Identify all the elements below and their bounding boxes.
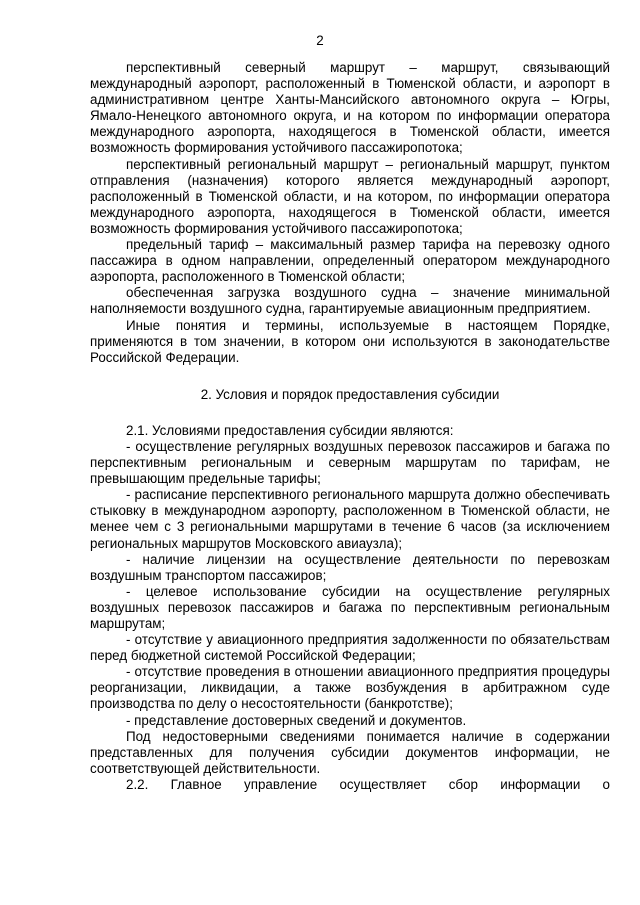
paragraph-guaranteed-load: обеспеченная загрузка воздушного судна – значение минимальной наполняемости воздушного судна, гарантируемые авиационным предприятием. bbox=[90, 285, 610, 317]
list-item-regular-flights: - осуществление регулярных воздушных перевозок пассажиров и багажа по перспективным региональным и северным маршрутам по тарифам, не превышающим предельные тарифы; bbox=[90, 438, 610, 487]
section-heading: 2. Условия и порядок предоставления субсидии bbox=[200, 386, 500, 402]
document-body bbox=[90, 60, 610, 793]
paragraph-conditions-intro: 2.1. Условиями предоставления субсидии являются: bbox=[126, 422, 454, 438]
paragraph-2-2: 2.2. Главное управление осуществляет сбор информации о bbox=[126, 776, 610, 792]
paragraph-unreliable-info: Под недостоверными сведениями понимается наличие в содержании представленных для получения субсидии документов информации, не соответствующей действительности. bbox=[90, 728, 610, 776]
list-item-license: - наличие лицензии на осуществление деятельности по перевозкам воздушным транспортом пассажиров; bbox=[90, 551, 610, 583]
list-item-schedule: - расписание перспективного регионального маршрута должно обеспечивать стыковку в международном аэропорту, расположенном в Тюменской области, не менее чем с 3 региональными маршрутами в течение 6 часов (за исключением региональных маршрутов Московского авиаузла); bbox=[90, 487, 610, 551]
list-item-reliable-info: - представление достоверных сведений и документов. bbox=[126, 712, 467, 728]
paragraph-other-terms: Иные понятия и термины, используемые в настоящем Порядке, применяются в том значении, в котором они используются в законодательстве Российской Федерации. bbox=[90, 317, 610, 365]
list-item-no-debt: - отсутствие у авиационного предприятия задолженности по обязательствам перед бюджетной системой Российской Федерации; bbox=[90, 632, 610, 664]
paragraph-regional-route: перспективный региональный маршрут – региональный маршрут, пунктом отправления (назначения) которого является международный аэропорт, расположенный в Тюменской области, и на котором, по информации оператора международного аэропорта, находящегося в Тюменской области, имеется возможность формирования устойчивого пассажиропотока; bbox=[90, 156, 610, 236]
paragraph-northern-route: перспективный северный маршрут – маршрут, связывающий международный аэропорт, расположенный в Тюменской области, и аэропорт в административном центре Ханты-Мансийского автономного округа – Югры, Ямало-Ненецкого автономного округа, и на котором по информации оператора международного аэропорта, находящегося в Тюменской области, имеется возможность формирования устойчивого пассажиропотока; bbox=[90, 60, 610, 156]
page-number: 2 bbox=[316, 33, 324, 48]
paragraph-max-tariff: предельный тариф – максимальный размер тарифа на перевозку одного пассажира в одном направлении, определенный оператором международного аэропорта, расположенного в Тюменской области; bbox=[90, 237, 610, 285]
list-item-targeted-use: - целевое использование субсидии на осуществление регулярных воздушных перевозок пассажиров и багажа по перспективным региональным маршрутам; bbox=[90, 583, 610, 631]
list-item-no-reorganization: - отсутствие проведения в отношении авиационного предприятия процедуры реорганизации, ликвидации, а также возбуждения в арбитражном суде производства по делу о несостоятельности (банкротстве); bbox=[90, 664, 610, 712]
